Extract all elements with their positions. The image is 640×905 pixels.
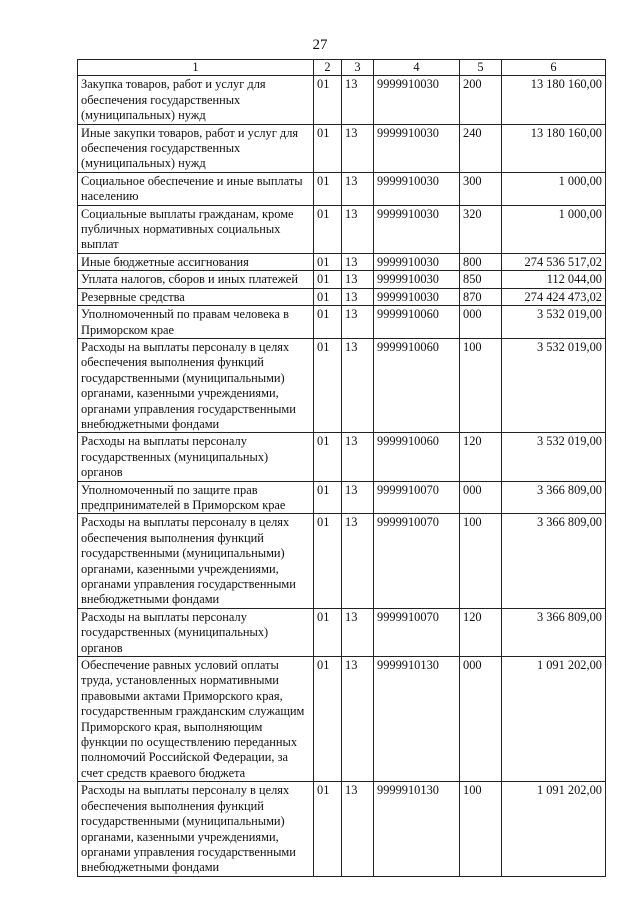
row-code-subsection: 13 [342, 124, 374, 172]
row-name: Обеспечение равных условий оплаты труда, установленных нормативными правовыми актами Приморского края, государственным гражданским служащим Приморского края, выполняющим функции по осуществлению переданных полномочий Российской Федерации, за счет средств краевого бюджета [78, 657, 314, 782]
row-code-target: 9999910130 [374, 657, 460, 782]
row-amount: 3 366 809,00 [502, 481, 606, 514]
row-code-expense-type: 240 [460, 124, 502, 172]
row-code-subsection: 13 [342, 76, 374, 124]
row-code-section: 01 [314, 76, 342, 124]
row-code-expense-type: 800 [460, 253, 502, 270]
row-code-section: 01 [314, 288, 342, 305]
header-row [78, 60, 606, 76]
row-name: Уплата налогов, сборов и иных платежей [78, 271, 314, 288]
row-name: Расходы на выплаты персоналу в целях обеспечения выполнения функций государственными (муниципальными) органами, казенными учреждениями, органами управления государственными внебюджетными фондами [78, 782, 314, 876]
row-name: Иные закупки товаров, работ и услуг для обеспечения государственных (муниципальных) нужд [78, 124, 314, 172]
row-code-subsection: 13 [342, 172, 374, 205]
row-amount: 13 180 160,00 [502, 124, 606, 172]
row-code-section: 01 [314, 306, 342, 339]
row-amount: 274 536 517,02 [502, 253, 606, 270]
row-name: Расходы на выплаты персоналу в целях обеспечения выполнения функций государственными (муниципальными) органами, казенными учреждениями, органами управления государственными внебюджетными фондами [78, 338, 314, 432]
row-code-expense-type: 100 [460, 338, 502, 432]
row-name: Расходы на выплаты персоналу государственных (муниципальных) органов [78, 433, 314, 481]
table-row [78, 271, 606, 288]
row-name: Расходы на выплаты персоналу государственных (муниципальных) органов [78, 608, 314, 656]
row-code-target: 9999910030 [374, 124, 460, 172]
row-code-expense-type: 000 [460, 481, 502, 514]
row-name: Расходы на выплаты персоналу в целях обеспечения выполнения функций государственными (муниципальными) органами, казенными учреждениями, органами управления государственными внебюджетными фондами [78, 514, 314, 608]
table-row [78, 124, 606, 172]
table-row [78, 253, 606, 270]
row-code-subsection: 13 [342, 306, 374, 339]
row-code-section: 01 [314, 782, 342, 876]
column-header: 2 [314, 60, 342, 76]
row-code-expense-type: 100 [460, 782, 502, 876]
row-code-section: 01 [314, 253, 342, 270]
row-code-target: 9999910070 [374, 608, 460, 656]
row-amount: 13 180 160,00 [502, 76, 606, 124]
table-row [78, 205, 606, 253]
row-code-subsection: 13 [342, 481, 374, 514]
row-code-target: 9999910030 [374, 76, 460, 124]
table-row [78, 514, 606, 608]
row-code-expense-type: 850 [460, 271, 502, 288]
page-number: 27 [312, 37, 328, 53]
row-code-expense-type: 120 [460, 608, 502, 656]
row-code-expense-type: 200 [460, 76, 502, 124]
row-code-expense-type: 120 [460, 433, 502, 481]
row-code-subsection: 13 [342, 205, 374, 253]
row-code-section: 01 [314, 172, 342, 205]
row-code-expense-type: 100 [460, 514, 502, 608]
row-name: Резервные средства [78, 288, 314, 305]
row-code-expense-type: 000 [460, 306, 502, 339]
table-row [78, 782, 606, 876]
row-code-expense-type: 000 [460, 657, 502, 782]
row-code-subsection: 13 [342, 288, 374, 305]
row-code-section: 01 [314, 657, 342, 782]
row-code-target: 9999910070 [374, 481, 460, 514]
row-code-section: 01 [314, 124, 342, 172]
row-code-subsection: 13 [342, 608, 374, 656]
row-amount: 1 000,00 [502, 172, 606, 205]
row-code-section: 01 [314, 338, 342, 432]
row-code-target: 9999910060 [374, 306, 460, 339]
row-code-target: 9999910070 [374, 514, 460, 608]
row-code-subsection: 13 [342, 338, 374, 432]
table-row [78, 608, 606, 656]
table-row [78, 306, 606, 339]
row-name: Социальные выплаты гражданам, кроме публичных нормативных социальных выплат [78, 205, 314, 253]
row-amount: 3 532 019,00 [502, 306, 606, 339]
column-header: 5 [460, 60, 502, 76]
column-header: 3 [342, 60, 374, 76]
table-row [78, 288, 606, 305]
row-code-target: 9999910030 [374, 205, 460, 253]
row-code-expense-type: 870 [460, 288, 502, 305]
column-header: 6 [502, 60, 606, 76]
table-row [78, 338, 606, 432]
row-code-section: 01 [314, 481, 342, 514]
table-row [78, 433, 606, 481]
row-code-subsection: 13 [342, 782, 374, 876]
row-code-target: 9999910030 [374, 271, 460, 288]
row-code-target: 9999910060 [374, 338, 460, 432]
row-name: Социальное обеспечение и иные выплаты населению [78, 172, 314, 205]
row-code-target: 9999910130 [374, 782, 460, 876]
row-code-target: 9999910030 [374, 288, 460, 305]
budget-table [77, 59, 606, 877]
row-code-subsection: 13 [342, 253, 374, 270]
row-amount: 1 000,00 [502, 205, 606, 253]
row-amount: 3 366 809,00 [502, 514, 606, 608]
row-name: Закупка товаров, работ и услуг для обеспечения государственных (муниципальных) нужд [78, 76, 314, 124]
row-amount: 274 424 473,02 [502, 288, 606, 305]
row-amount: 1 091 202,00 [502, 657, 606, 782]
row-code-section: 01 [314, 205, 342, 253]
row-amount: 3 366 809,00 [502, 608, 606, 656]
row-code-section: 01 [314, 433, 342, 481]
row-code-expense-type: 300 [460, 172, 502, 205]
row-amount: 112 044,00 [502, 271, 606, 288]
table-row [78, 172, 606, 205]
row-code-target: 9999910030 [374, 172, 460, 205]
row-amount: 1 091 202,00 [502, 782, 606, 876]
row-code-subsection: 13 [342, 271, 374, 288]
column-header: 4 [374, 60, 460, 76]
column-header: 1 [78, 60, 314, 76]
row-amount: 3 532 019,00 [502, 338, 606, 432]
row-code-section: 01 [314, 271, 342, 288]
row-name: Уполномоченный по правам человека в Приморском крае [78, 306, 314, 339]
row-code-subsection: 13 [342, 433, 374, 481]
row-code-section: 01 [314, 514, 342, 608]
table-row [78, 481, 606, 514]
row-code-expense-type: 320 [460, 205, 502, 253]
table-row [78, 76, 606, 124]
row-name: Уполномоченный по защите прав предпринимателей в Приморском крае [78, 481, 314, 514]
row-code-subsection: 13 [342, 657, 374, 782]
row-code-target: 9999910030 [374, 253, 460, 270]
row-name: Иные бюджетные ассигнования [78, 253, 314, 270]
row-code-section: 01 [314, 608, 342, 656]
row-code-target: 9999910060 [374, 433, 460, 481]
row-amount: 3 532 019,00 [502, 433, 606, 481]
table-row [78, 657, 606, 782]
row-code-subsection: 13 [342, 514, 374, 608]
